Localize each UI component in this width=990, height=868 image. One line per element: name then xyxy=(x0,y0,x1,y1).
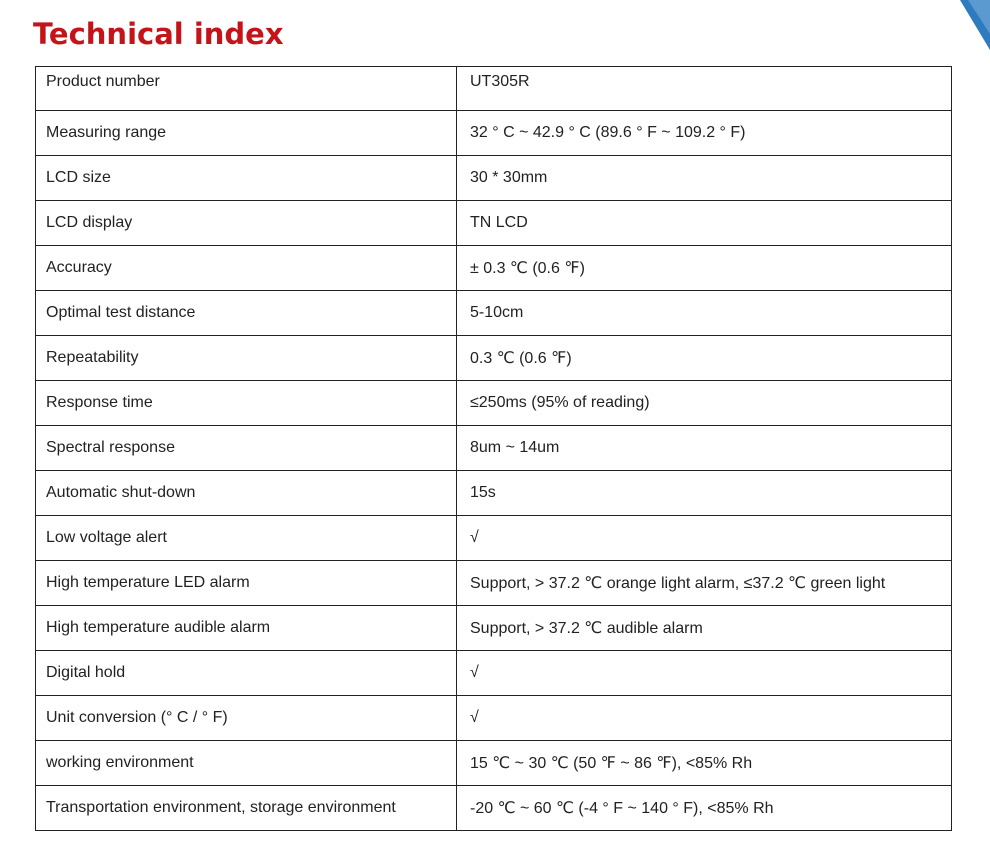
spec-label: LCD display xyxy=(36,201,457,246)
spec-label: Digital hold xyxy=(36,651,457,696)
table-row xyxy=(36,606,952,651)
table-row xyxy=(36,156,952,201)
table-row xyxy=(36,381,952,426)
spec-value: 8um ~ 14um xyxy=(457,426,952,471)
table-row xyxy=(36,516,952,561)
spec-value: 0.3 ℃ (0.6 ℉) xyxy=(457,336,952,381)
spec-value: 30 * 30mm xyxy=(457,156,952,201)
spec-label: Spectral response xyxy=(36,426,457,471)
spec-label: Product number xyxy=(36,67,457,111)
spec-value: √ xyxy=(457,516,952,561)
table-row xyxy=(36,471,952,516)
table-row xyxy=(36,741,952,786)
table-row xyxy=(36,786,952,831)
table-row xyxy=(36,246,952,291)
spec-value: √ xyxy=(457,696,952,741)
spec-value: Support, > 37.2 ℃ orange light alarm, ≤37.2 ℃ green light xyxy=(457,561,952,606)
spec-label: Unit conversion (° C / ° F) xyxy=(36,696,457,741)
table-row xyxy=(36,201,952,246)
table-row xyxy=(36,111,952,156)
spec-value: ≤250ms (95% of reading) xyxy=(457,381,952,426)
spec-label: Low voltage alert xyxy=(36,516,457,561)
spec-label: High temperature audible alarm xyxy=(36,606,457,651)
spec-label: Repeatability xyxy=(36,336,457,381)
table-row xyxy=(36,426,952,471)
page-title: Technical index xyxy=(33,17,284,51)
spec-table xyxy=(35,66,952,831)
spec-value: √ xyxy=(457,651,952,696)
spec-value: UT305R xyxy=(457,67,952,111)
spec-value: 15 ℃ ~ 30 ℃ (50 ℉ ~ 86 ℉), <85% Rh xyxy=(457,741,952,786)
spec-value: Support, > 37.2 ℃ audible alarm xyxy=(457,606,952,651)
spec-label: Accuracy xyxy=(36,246,457,291)
spec-value: TN LCD xyxy=(457,201,952,246)
spec-label: Response time xyxy=(36,381,457,426)
spec-label: LCD size xyxy=(36,156,457,201)
spec-label: working environment xyxy=(36,741,457,786)
table-row xyxy=(36,561,952,606)
spec-label: High temperature LED alarm xyxy=(36,561,457,606)
table-row xyxy=(36,336,952,381)
spec-value: 15s xyxy=(457,471,952,516)
spec-value: 32 ° C ~ 42.9 ° C (89.6 ° F ~ 109.2 ° F) xyxy=(457,111,952,156)
table-row xyxy=(36,291,952,336)
table-row xyxy=(36,67,952,111)
spec-label: Optimal test distance xyxy=(36,291,457,336)
spec-table-body xyxy=(36,67,952,831)
spec-value: 5-10cm xyxy=(457,291,952,336)
spec-label: Transportation environment, storage environment xyxy=(36,786,457,831)
corner-triangle-icon xyxy=(960,0,990,50)
spec-value: -20 ℃ ~ 60 ℃ (-4 ° F ~ 140 ° F), <85% Rh xyxy=(457,786,952,831)
spec-label: Automatic shut-down xyxy=(36,471,457,516)
spec-value: ± 0.3 ℃ (0.6 ℉) xyxy=(457,246,952,291)
table-row xyxy=(36,651,952,696)
table-row xyxy=(36,696,952,741)
spec-label: Measuring range xyxy=(36,111,457,156)
